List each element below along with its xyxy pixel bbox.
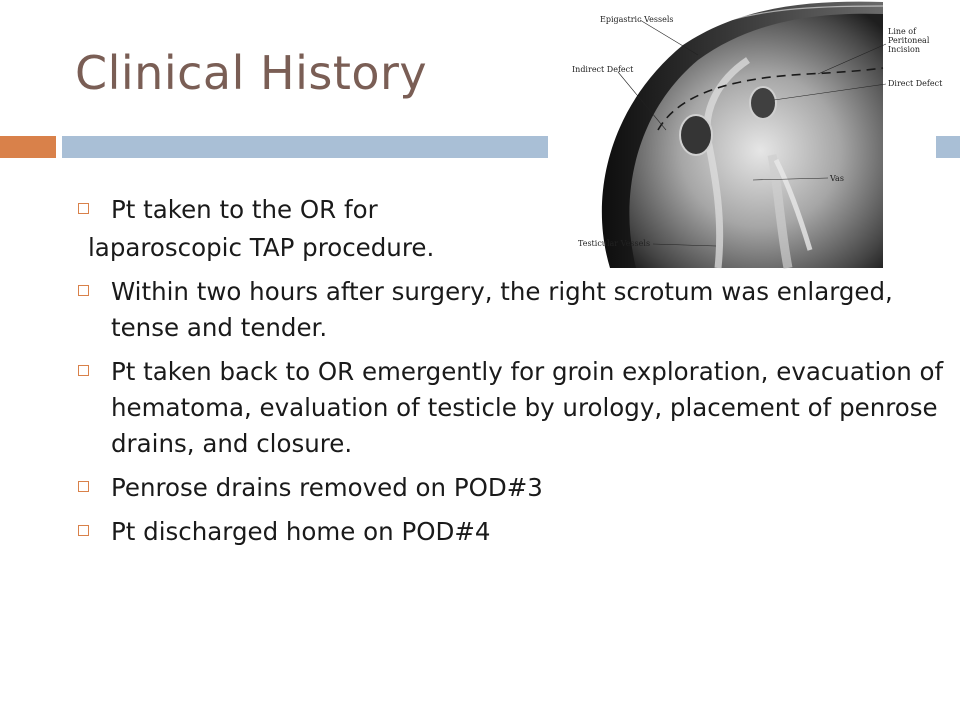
title-divider-bar-right xyxy=(936,136,960,158)
bullet-item xyxy=(78,354,948,462)
line-incision-label-3: Incision xyxy=(888,45,920,54)
bullet-item xyxy=(78,274,948,346)
bullet-item xyxy=(78,514,948,550)
direct-defect-label: Direct Defect xyxy=(888,79,943,88)
square-bullet-icon xyxy=(78,285,89,296)
square-bullet-icon xyxy=(78,481,89,492)
line-incision-label-1: Line of xyxy=(888,27,917,36)
bullet-text: Pt taken to the OR for xyxy=(111,195,378,224)
slide-title: Clinical History xyxy=(75,46,428,100)
bullet-continuation xyxy=(78,230,948,266)
epigastric-vessels-label: Epigastric Vessels xyxy=(600,15,674,24)
testicular-vessels-label: Testicular Vessels xyxy=(578,239,651,248)
bullet-text: Penrose drains removed on POD#3 xyxy=(111,473,543,502)
title-accent-bar xyxy=(0,136,56,158)
bullet-text: Pt taken back to OR emergently for groin exploration, evacuation of hematoma, evaluation of testicle by urology, placement of penrose drains, and closure. xyxy=(111,357,944,458)
bullet-text: laparoscopic TAP procedure. xyxy=(88,233,435,262)
line-incision-label-2: Peritoneal xyxy=(888,36,930,45)
bullet-item xyxy=(78,470,948,506)
square-bullet-icon xyxy=(78,365,89,376)
vas-label: Vas xyxy=(830,174,844,183)
bullet-text: Within two hours after surgery, the right scrotum was enlarged, tense and tender. xyxy=(111,277,893,342)
indirect-defect-label: Indirect Defect xyxy=(572,65,634,74)
bullet-text: Pt discharged home on POD#4 xyxy=(111,517,491,546)
bullet-list xyxy=(78,192,948,558)
square-bullet-icon xyxy=(78,203,89,214)
square-bullet-icon xyxy=(78,525,89,536)
bullet-item xyxy=(78,192,948,228)
